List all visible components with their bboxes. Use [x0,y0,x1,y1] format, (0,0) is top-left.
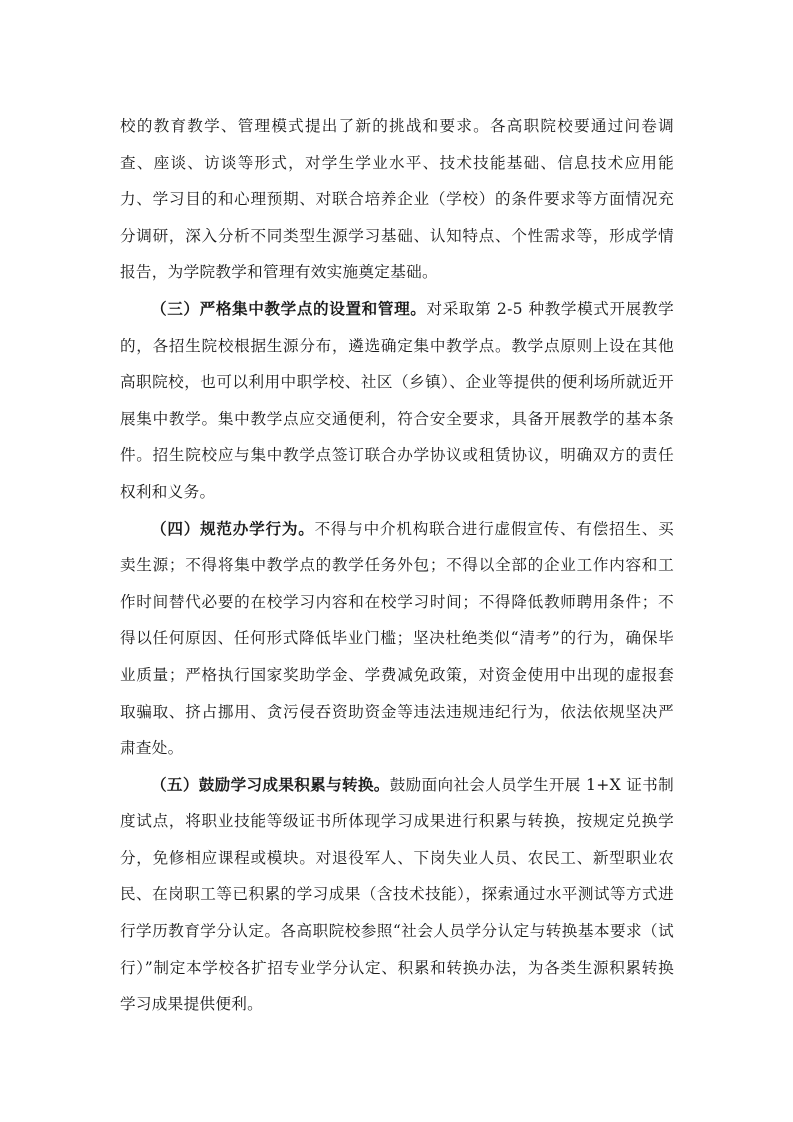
section-3-heading: （三）严格集中教学点的设置和管理。 [151,298,427,318]
section-5-heading: （五）鼓励学习成果积累与转换。 [151,774,390,794]
paragraph-section-3 [120,291,674,511]
section-4-text: 不得与中介机构联合进行虚假宣传、有偿招生、买卖生源；不得将集中教学点的教学任务外包；不得以全部的企业工作内容和工作时间替代必要的在校学习内容和在校学习时间；不得降低教师聘用条件；不得以任何原因、任何形式降低毕业门槛；坚决杜绝类似“清考”的行为，确保毕业质量；严格执行国家奖助学金、学费减免政策，对资金使用中出现的虚报套取骗取、挤占挪用、贪污侵吞资助资金等违法违规违纪行为，依法依规坚决严肃查处。 [120,519,674,758]
section-3-text: 对采取第 2-5 种教学模式开展教学的，各招生院校根据生源分布，遴选确定集中教学点。教学点原则上设在其他高职院校，也可以利用中职学校、社区（乡镇）、企业等提供的便利场所就近开展集中教学。集中教学点应交通便利，符合安全要求，具备开展教学的基本条件。招生院校应与集中教学点签订联合办学协议或租赁协议，明确双方的责任权利和义务。 [120,299,674,501]
section-5-text: 鼓励面向社会人员学生开展 1+X 证书制度试点，将职业技能等级证书所体现学习成果进行积累与转换，按规定兑换学分，免修相应课程或模块。对退役军人、下岗失业人员、农民工、新型职业农民、在岗职工等已积累的学习成果（含技术技能），探索通过水平测试等方式进行学历教育学分认定。各高职院校参照“社会人员学分认定与转换基本要求（试行）”制定本学校各扩招专业学分认定、积累和转换办法，为各类生源积累转换学习成果提供便利。 [120,775,674,1014]
paragraph-section-4 [120,511,674,767]
paragraph-section-5 [120,767,674,1023]
paragraph-1-text: 校的教育教学、管理模式提出了新的挑战和要求。各高职院校要通过问卷调查、座谈、访谈等形式，对学生学业水平、技术技能基础、信息技术应用能力、学习目的和心理预期、对联合培养企业（学校）的条件要求等方面情况充分调研，深入分析不同类型生源学习基础、认知特点、个性需求等，形成学情报告，为学院教学和管理有效实施奠定基础。 [120,117,674,282]
section-4-heading: （四）规范办学行为。 [151,518,315,538]
document-body [120,108,674,1023]
paragraph-1 [120,108,674,291]
